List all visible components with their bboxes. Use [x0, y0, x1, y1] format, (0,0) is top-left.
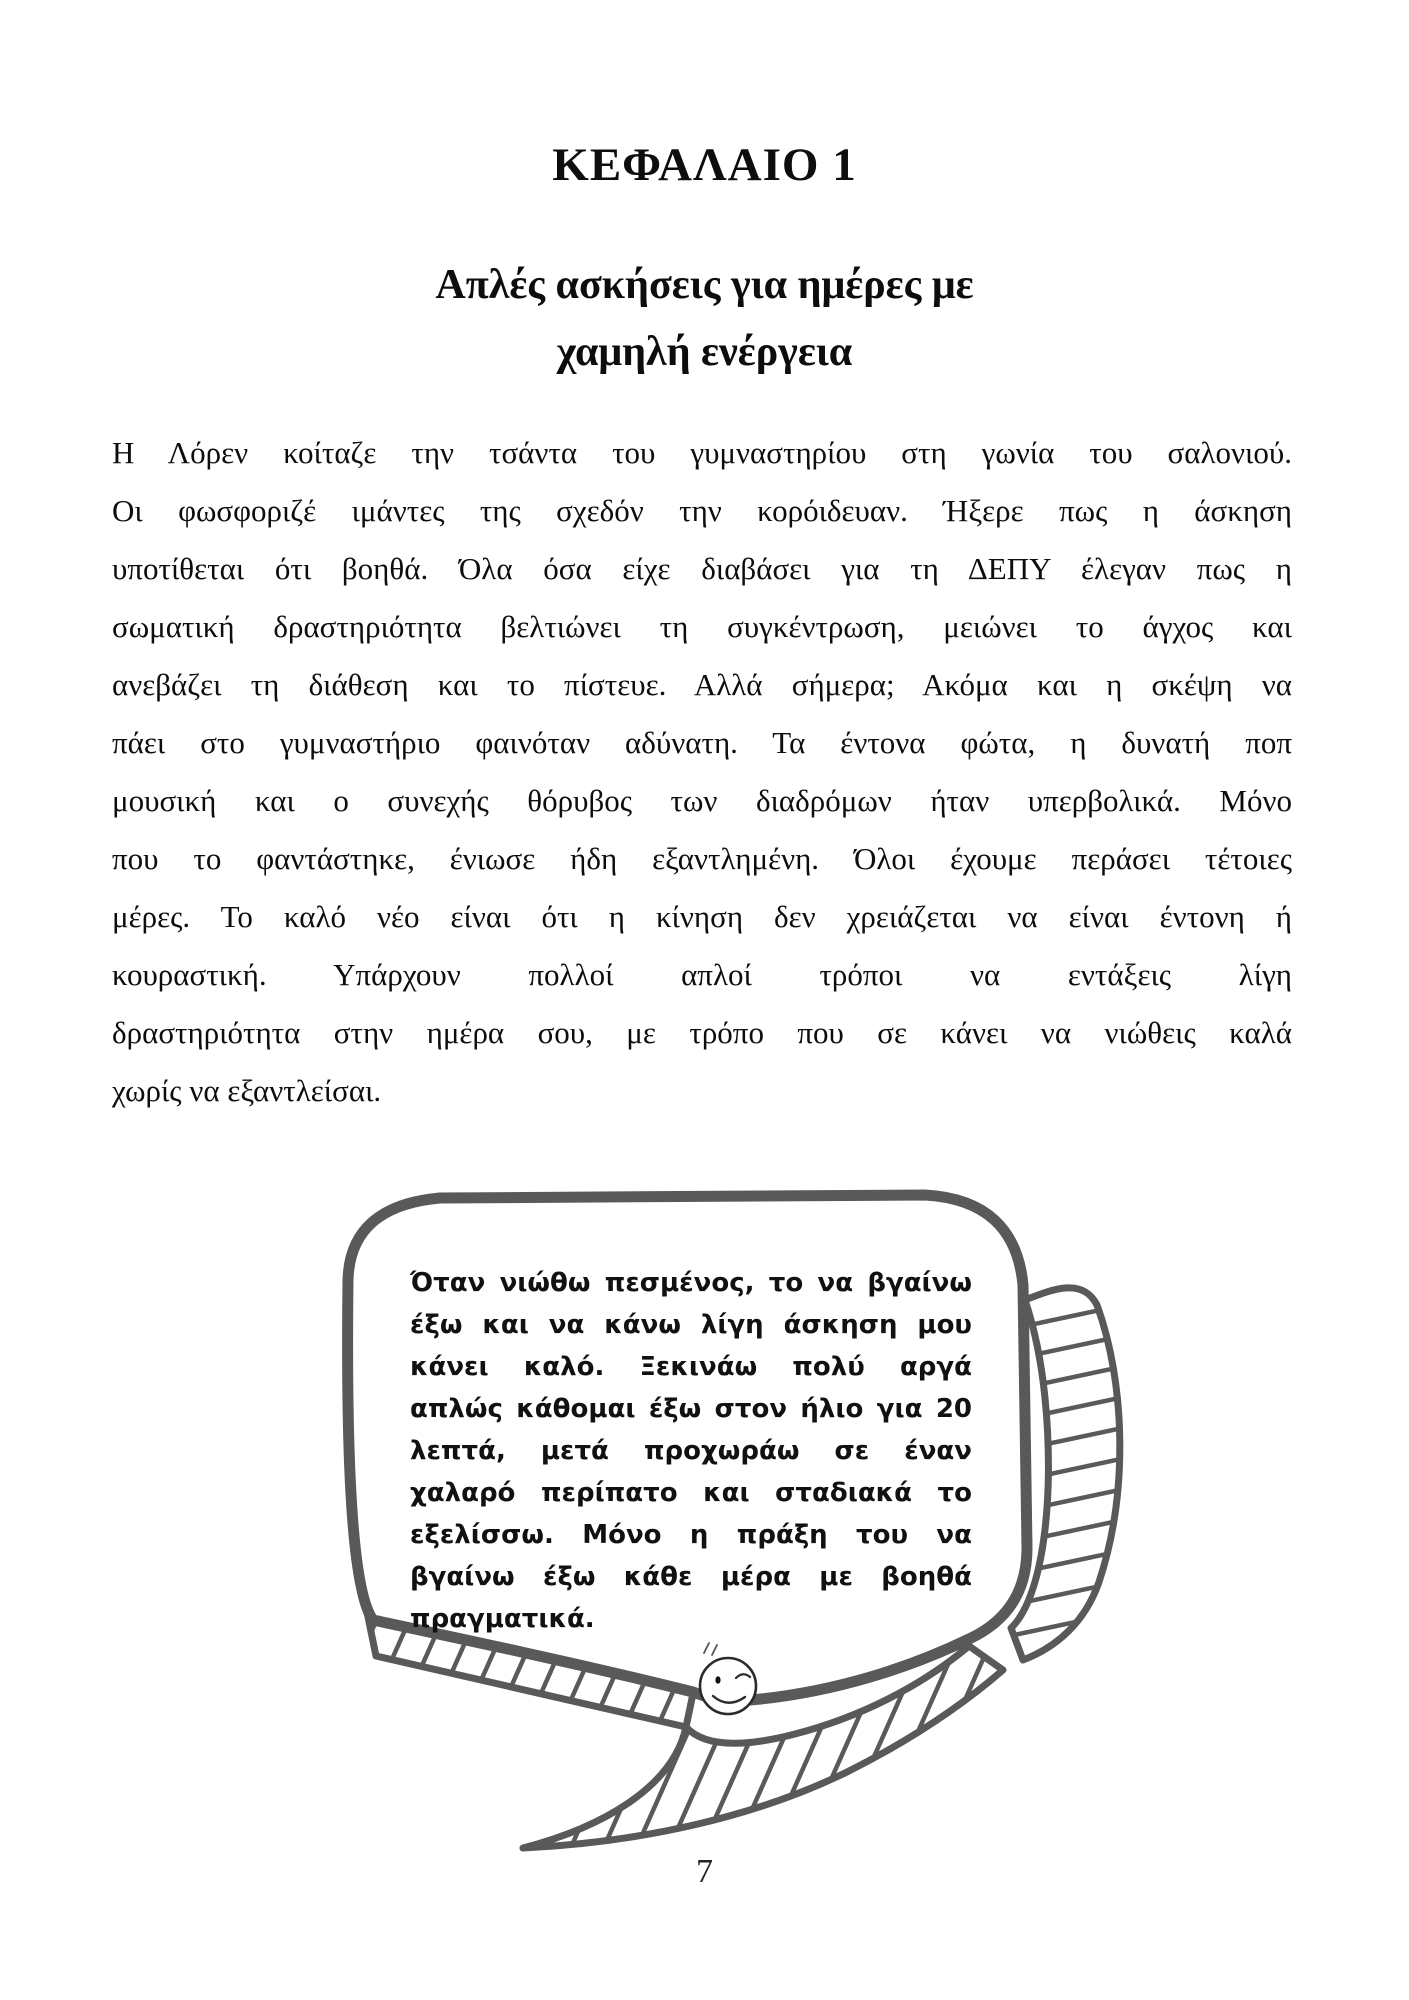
page-number: 7 [696, 1853, 713, 1890]
bubble-text-line: έξω και να κάνω λίγη άσκηση μου [410, 1310, 972, 1340]
body-text-line: ανεβάζει τη διάθεση και το πίστευε. Αλλά σήμερα; Ακόμα και η σκέψη να [112, 667, 1292, 702]
bubble-text-line: λεπτά, μετά προχωράω σε έναν [410, 1436, 972, 1466]
body-text-line: μουσική και ο συνεχής θόρυβος των διαδρόμων ήταν υπερβολικά. Μόνο [112, 783, 1292, 818]
bubble-text-line: πραγματικά. [410, 1604, 595, 1634]
bubble-text-line: απλώς κάθομαι έξω στον ήλιο για 20 [410, 1394, 972, 1424]
section-title [0, 252, 1409, 386]
body-text-line: μέρες. Το καλό νέο είναι ότι η κίνηση δεν χρειάζεται να είναι έντονη ή [112, 899, 1292, 934]
section-title-line2: χαμηλή ενέργεια [556, 329, 853, 375]
body-text-line: χωρίς να εξαντλείσαι. [112, 1073, 382, 1108]
body-text-line: σωματική δραστηριότητα βελτιώνει τη συγκέντρωση, μειώνει το άγχος και [112, 609, 1292, 644]
body-text-line: που το φαντάστηκε, ένιωσε ήδη εξαντλημένη. Όλοι έχουμε περάσει τέτοιες [112, 841, 1292, 876]
bubble-text-line: κάνει καλό. Ξεκινάω πολύ αργά [410, 1352, 972, 1382]
body-paragraph [112, 424, 1292, 1120]
body-text-line: Οι φωσφοριζέ ιμάντες της σχεδόν την κορόιδευαν. Ήξερε πως η άσκηση [112, 493, 1292, 528]
speech-bubble [255, 1150, 1155, 1890]
bubble-text-line: Όταν νιώθω πεσμένος, το να βγαίνω [410, 1268, 972, 1298]
section-title-line1: Απλές ασκήσεις για ημέρες με [435, 262, 974, 308]
speech-bubble-text [410, 1262, 972, 1640]
body-text-line: δραστηριότητα στην ημέρα σου, με τρόπο που σε κάνει να νιώθεις καλά [112, 1015, 1292, 1050]
body-text-line: υποτίθεται ότι βοηθά. Όλα όσα είχε διαβάσει για τη ΔΕΠΥ έλεγαν πως η [112, 551, 1292, 586]
bubble-text-line: χαλαρό περίπατο και σταδιακά το [410, 1478, 972, 1508]
bubble-text-line: βγαίνω έξω κάθε μέρα με βοηθά [410, 1562, 972, 1592]
body-text-line: Η Λόρεν κοίταζε την τσάντα του γυμναστηρίου στη γωνία του σαλονιού. [112, 435, 1292, 470]
bubble-text-line: εξελίσσω. Μόνο η πράξη του να [410, 1520, 972, 1550]
body-text-line: πάει στο γυμναστήριο φαινόταν αδύνατη. Τα έντονα φώτα, η δυνατή ποπ [112, 725, 1292, 760]
chapter-heading: ΚΕΦΑΛΑΙΟ 1 [552, 139, 857, 191]
body-text-line: κουραστική. Υπάρχουν πολλοί απλοί τρόποι να εντάξεις λίγη [112, 957, 1292, 992]
